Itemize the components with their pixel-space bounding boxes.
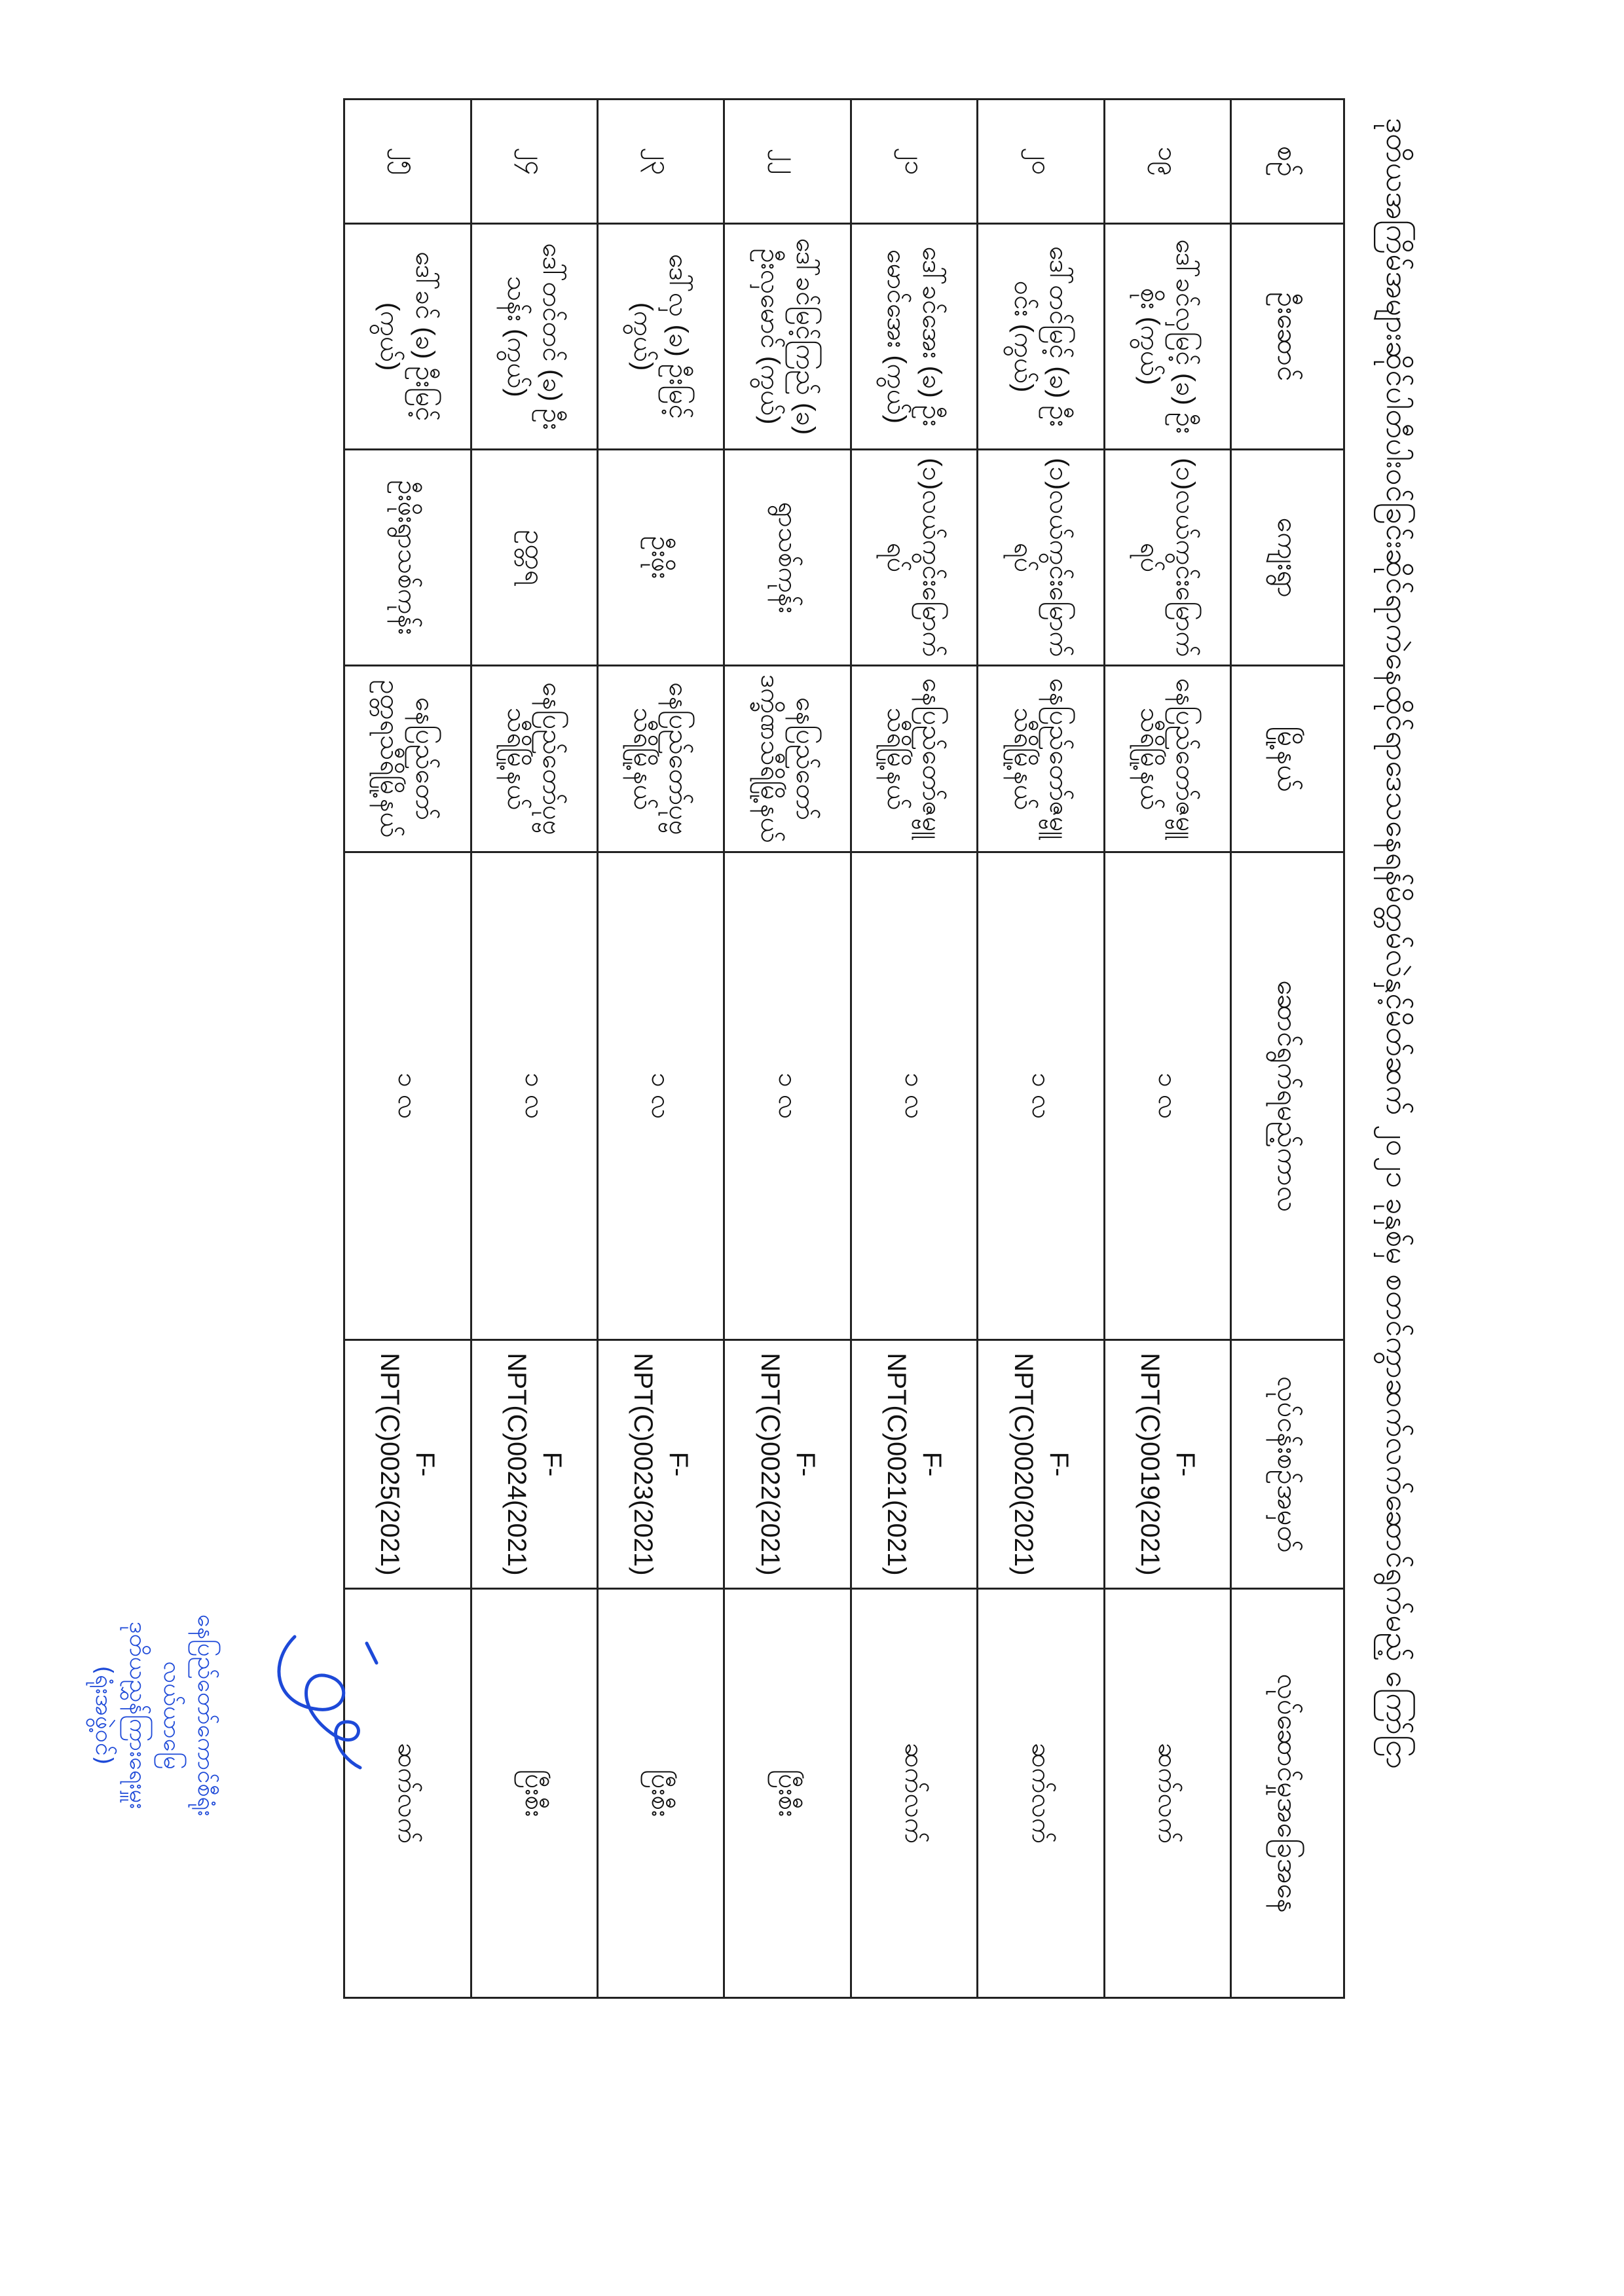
- cell-name: ဒေါ်တင်မြင့် (ခ) ဦးဝင်း (ကွယ်): [978, 224, 1104, 450]
- header-status: လုပ်ဆောင်မှုအခြေအနေ: [1231, 1589, 1344, 1998]
- cell-name: ဒေါ်ခင်လှမြင့် (ခ) ဦးစိုး (ကွယ်): [1104, 224, 1230, 450]
- header-reference: လုပ်ငန်းစဉ်အမှတ်: [1231, 1340, 1344, 1589]
- cell-duration: ၁ လ: [471, 852, 597, 1340]
- cell-reference: F-NPT(C)0023(2021): [598, 1340, 724, 1589]
- table-row: [978, 100, 1104, 1998]
- stamp-line-3: ဒုတိယညွှန်ကြားရေးမှူး: [124, 1621, 151, 1810]
- cell-duration: ၁ လ: [1104, 852, 1230, 1340]
- cell-reference: F-NPT(C)0025(2021): [344, 1340, 471, 1589]
- table-row: [851, 100, 977, 1998]
- cell-township: နေပြည်တော်ပုဗ္ဗသီရိမြို့နယ်: [598, 666, 724, 852]
- cell-township: နေပြည်တော်ဥတ္တရသီရိမြို့နယ်: [344, 666, 471, 852]
- header-name: ဦးဆောင်: [1231, 224, 1344, 450]
- cell-village: ရွာသစ်ကုန်း: [724, 450, 851, 666]
- cell-duration: ၁ လ: [851, 852, 977, 1340]
- cell-name: ဒေါ်ခင်မြင့်ကြည် (ခ) ဦးလှမောင် (ကွယ်): [724, 224, 851, 450]
- cell-status: ပြီးစီး: [598, 1589, 724, 1998]
- header-no: စဉ်: [1231, 100, 1344, 224]
- cell-status: ဆက်လက်: [344, 1589, 471, 1998]
- cell-village: ဦးဖိုး: [598, 450, 724, 666]
- table-row: [1104, 100, 1230, 1998]
- cell-no: ၂၄: [471, 100, 597, 224]
- stamp-line-2: လယ်ယာမြေ: [158, 1661, 185, 1770]
- cell-reference: F-NPT(C)0020(2021): [978, 1340, 1104, 1589]
- cell-reference: F-NPT(C)0024(2021): [471, 1340, 597, 1589]
- cell-duration: ၁ လ: [978, 852, 1104, 1340]
- cell-no: ၁၉: [1104, 100, 1230, 224]
- signature: [255, 1624, 399, 1781]
- cell-status: ပြီးစီး: [724, 1589, 851, 1998]
- cell-village: ဥတ္တရ: [471, 450, 597, 666]
- cell-duration: ၁ လ: [598, 852, 724, 1340]
- cell-status: ဆက်လက်: [978, 1589, 1104, 1998]
- cell-village: ဦးဖိုးရွာသစ်ကုန်း: [344, 450, 471, 666]
- cell-name: ဒေါ်လှ (ခ) ဦးမြင့် (ကွယ်): [598, 224, 724, 450]
- cell-status: ဆက်လက်: [851, 1589, 977, 1998]
- table-row: [598, 100, 724, 1998]
- cell-township: နေပြည်တော်ဇမ္ဗူသီရိမြို့နယ်: [851, 666, 977, 852]
- cell-duration: ၁ လ: [724, 852, 851, 1340]
- cell-duration: ၁ လ: [344, 852, 471, 1340]
- header-duration: ဆောင်ရွက်ရမည့်ကာလ: [1231, 852, 1344, 1340]
- cell-reference: F-NPT(C)0022(2021): [724, 1340, 851, 1589]
- cell-village: (၁)လယ်ကွင်းမြောက်ရပ်: [978, 450, 1104, 666]
- cell-village: (၁)လယ်ကွင်းမြောက်ရပ်: [1104, 450, 1230, 666]
- document-sheet: [350, 98, 1430, 2193]
- cell-reference: F-NPT(C)0019(2021): [1104, 1340, 1230, 1589]
- table-row: [471, 100, 597, 1998]
- table-header-row: [1231, 100, 1344, 1998]
- cell-village: (၁)လယ်ကွင်းမြောက်ရပ်: [851, 450, 977, 666]
- header-township: မြို့နယ်: [1231, 666, 1344, 852]
- cell-status: ဆက်လက်: [1104, 1589, 1230, 1998]
- stamp-line-4: (ရုံးအဖွဲ့ဝင်): [90, 1666, 117, 1765]
- cell-no: ၂၃: [598, 100, 724, 224]
- cell-township: နေပြည်တော်ဇမ္ဗူသီရိမြို့နယ်: [1104, 666, 1230, 852]
- cell-no: ၂၁: [851, 100, 977, 224]
- cell-township: နေပြည်တော်ဒက္ခိဏသီရိမြို့နယ်: [724, 666, 851, 852]
- stamp-line-1: နေပြည်တော်ကောင်စီရုံး: [193, 1614, 219, 1817]
- cell-no: ၂၂: [724, 100, 851, 224]
- data-table: [343, 98, 1345, 1999]
- cell-no: ၂၅: [344, 100, 471, 224]
- cell-reference: F-NPT(C)0021(2021): [851, 1340, 977, 1589]
- cell-name: ဒေါ်ခင်အေး (ခ) ဦးမောင်အေး (ကွယ်): [851, 224, 977, 450]
- cell-township: နေပြည်တော်ဇမ္ဗူသီရိမြို့နယ်: [978, 666, 1104, 852]
- document-caption: ဒုတိယအကြိမ်အများဆိုင်ပါတီပါးဝင်ခြင်းဆိုင်ရာကဲနေထိုင်ရာဒေသနေရန်မိတ္တမ်လဲနှင့်မိတ်ဆက် ၂၀၂၁ ခုနှစ်မှ စတင်ကွာဆက်လက်ဆောင်ရွက်မည့် ကြော်ငြာ: [1380, 118, 1415, 1770]
- cell-name: ဒေါ်တင်တင် (ခ) ဦးသန်း (ကွယ်): [471, 224, 597, 450]
- header-village: ကျေးရွာ: [1231, 450, 1344, 666]
- cell-status: ပြီးစီး: [471, 1589, 597, 1998]
- table-row: [724, 100, 851, 1998]
- cell-no: ၂၀: [978, 100, 1104, 224]
- official-stamp: [26, 1480, 223, 1951]
- cell-township: နေပြည်တော်ပုဗ္ဗသီရိမြို့နယ်: [471, 666, 597, 852]
- cell-name: ဒေါ်ခင် (ခ) ဦးမြင့် (ကွယ်): [344, 224, 471, 450]
